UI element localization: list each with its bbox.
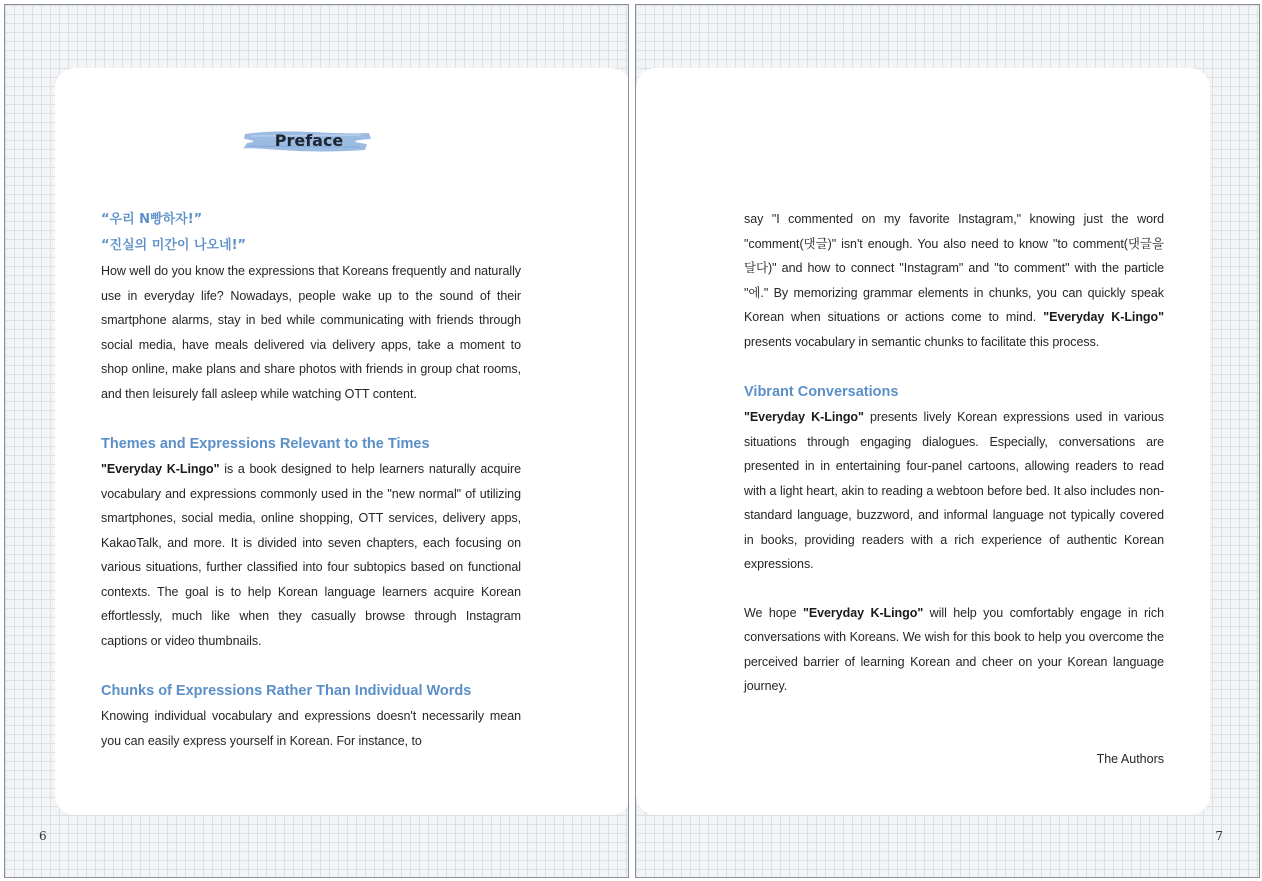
left-page-content [101, 207, 521, 753]
paragraph-gap [744, 577, 1164, 601]
page-title: Preface [274, 131, 344, 150]
right-page-card [636, 68, 1210, 815]
section-heading-conversations: Vibrant Conversations [744, 384, 899, 400]
book-name: "Everyday K-Lingo" [101, 462, 220, 476]
closing-text-b: will help you comfortably engage in rich conversations with Koreans. We wish for this book to help you overcome the perceived barrier of learning Korean and cheer on your Korean language journey. [744, 605, 1164, 693]
right-page-content [744, 207, 1164, 699]
themes-text: is a book designed to help learners naturally acquire vocabulary and expressions commonly used in the "new normal" of utilizing smartphones, social media, online shopping, OTT services, delivery apps, KakaoTalk, and more. It is divided into seven chapters, each focusing on various situations, further classified into four subtopics based on functional contexts. The goal is to help Korean language learners acquire Korean effortlessly, much like when they casually browse through Instagram captions or video thumbnails. [101, 462, 522, 648]
section-heading-chunks: Chunks of Expressions Rather Than Individual Words [101, 683, 472, 699]
closing-paragraph [744, 601, 1164, 699]
left-page [4, 4, 629, 878]
preface-title [241, 126, 379, 156]
signature: The Authors [1096, 752, 1164, 766]
conversations-paragraph [744, 405, 1164, 577]
themes-paragraph [101, 457, 521, 653]
intro-paragraph: How well do you know the expressions that Koreans frequently and naturally use in everyday life? Nowadays, people wake up to the sound of their smartphone alarms, stay in bed while communicating with friends through social media, have meals delivered via delivery apps, take a moment to shop online, make plans and share photos with friends in group chat rooms, and then leisurely fall asleep while watching OTT content. [101, 264, 521, 401]
korean-quote-1: “우리 N빵하자!” [101, 212, 203, 227]
left-page-card [55, 68, 629, 815]
book-name: "Everyday K-Lingo" [744, 410, 864, 424]
right-page [635, 4, 1260, 878]
book-name: "Everyday K-Lingo" [802, 605, 924, 620]
chunks-paragraph: Knowing individual vocabulary and expressions doesn't necessarily mean you can easily express yourself in Korean. For instance, to [101, 709, 521, 748]
section-heading-themes: Themes and Expressions Relevant to the Times [101, 436, 430, 452]
korean-quote-2: “진실의 미간이 나오네!” [101, 238, 247, 253]
continued-text-b: presents vocabulary in semantic chunks to facilitate this process. [744, 334, 1100, 349]
conversations-text: presents lively Korean expressions used in various situations through engaging dialogues. Especially, conversations are presented in in entertaining four-panel cartoons, allowing readers to read with a light heart, akin to reading a webtoon before bed. It also includes non-standard language, buzzword, and informal language not typically covered in books, providing readers with a rich experience of authentic Korean expressions. [744, 410, 1164, 571]
book-name: "Everyday K-Lingo" [1043, 310, 1164, 324]
continued-text-a: say "I commented on my favorite Instagram," knowing just the word "comment(댓글)" isn't enough. You also need to know "to comment(댓글을 달다)" and how to connect "Instagram" and "to comment" with the particle "에." By memorizing grammar elements in chunks, you can quickly speak Korean when situations or actions come to mind. [744, 212, 1164, 324]
closing-text-a: We hope [744, 605, 803, 620]
page-number-right: 7 [1215, 829, 1223, 843]
continued-paragraph [744, 207, 1164, 354]
page-number-left: 6 [39, 829, 47, 843]
